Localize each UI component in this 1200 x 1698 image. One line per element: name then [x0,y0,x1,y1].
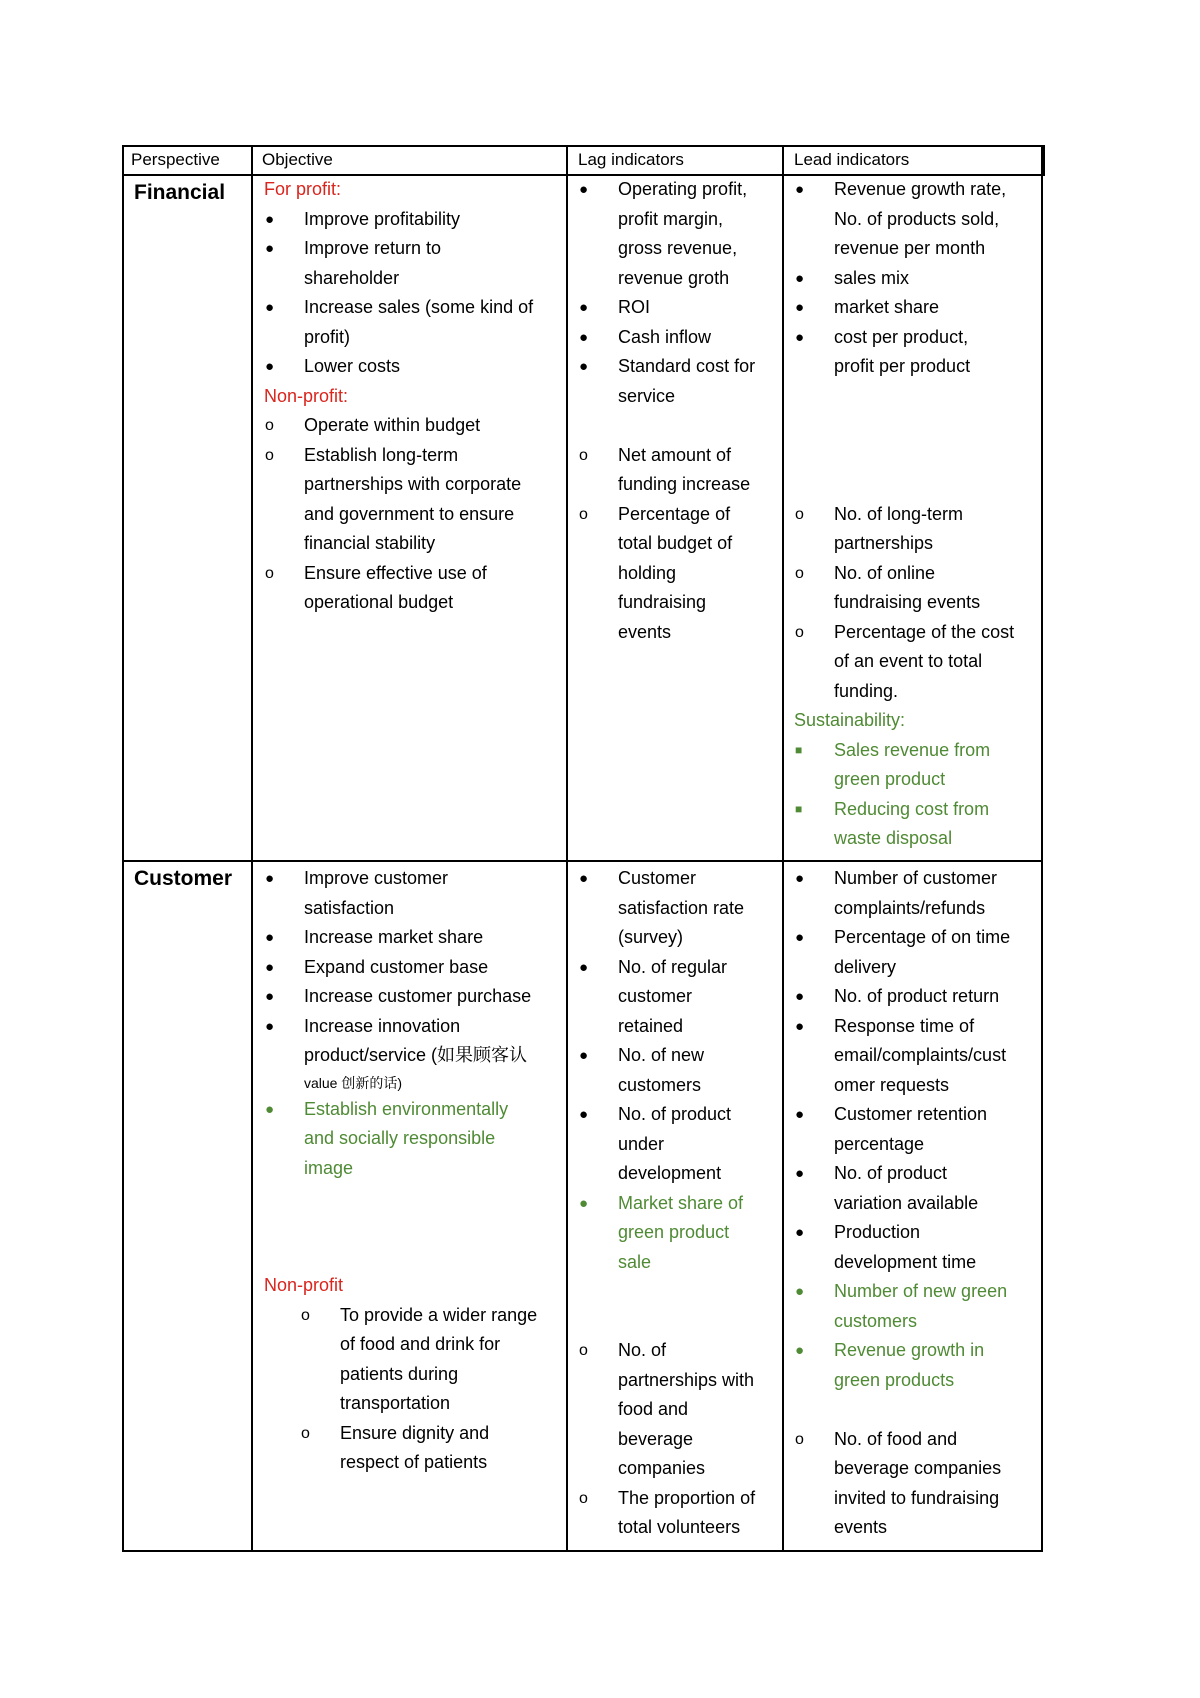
list-item-line: of food and drink for [340,1334,501,1354]
list-item [794,1012,1039,1101]
sustainability-list [794,736,1039,854]
profit-objective-list [264,205,559,382]
bullet-marker: ● [265,358,275,375]
list-item-line: Improve return to [304,238,442,258]
list-item-line: companies [618,1458,706,1478]
green-objective [264,1095,559,1184]
col-line-1 [251,145,253,1552]
table-border-top [122,145,1044,147]
circle-marker: o [265,417,274,434]
list-item-line: Improve profitability [304,208,461,229]
financial-lead-cell [794,175,1039,854]
list-item-line: market share [834,297,940,317]
list-item-line: green product [618,1222,730,1242]
list-item-line: No. of [618,1340,667,1360]
list-item [578,1336,778,1484]
list-item [300,1419,559,1478]
bullet-marker: ● [579,958,589,976]
list-item-line: Operate within budget [304,415,481,435]
circle-marker: o [795,1430,804,1448]
list-item-line: of an event to total [834,651,983,671]
list-item-line: Market share of [618,1192,744,1213]
list-item-line: Customer retention [834,1104,988,1124]
list-item-line: holding [618,562,677,583]
list-item [264,234,559,293]
list-item-line: image [304,1157,354,1178]
bullet-marker: ● [795,328,805,346]
circle-marker: o [579,446,588,464]
perspective-customer: Customer [134,867,233,890]
list-item-line: complaints/refunds [834,897,986,918]
list-item [794,1218,1039,1277]
list-item-line: revenue per month [834,238,986,258]
circle-marker: o [265,564,274,582]
list-item-line: Ensure effective use of [304,562,487,583]
sustainability-heading: Sustainability: [794,710,906,730]
list-item-line: partnerships [834,533,934,553]
list-item-line: satisfaction [304,897,395,918]
list-item [264,352,559,382]
nonprofit-objective-list [264,411,559,618]
list-item-line: Percentage of [618,503,731,524]
customer-lag-circles [578,1336,778,1543]
list-item-line: beverage companies [834,1458,1002,1478]
list-item-line: beverage [618,1428,694,1449]
bullet-marker: ● [579,1047,589,1064]
header-objective: Objective [262,150,333,169]
bullet-marker: ● [795,1106,805,1123]
circle-marker: o [795,564,804,582]
list-item-line: invited to fundraising [834,1487,1000,1508]
list-item-line: sales mix [834,267,910,288]
list-item-line: operational budget [304,592,454,612]
list-item-line: Revenue growth in [834,1340,985,1360]
circle-marker: o [795,623,804,641]
list-item [794,500,1039,559]
list-item-line: Reducing cost from [834,798,990,819]
circle-marker: o [579,505,588,523]
list-item-line: Revenue growth rate, [834,179,1007,199]
list-item-line: Response time of [834,1015,975,1036]
customer-objective-cell [264,864,559,1478]
list-item-line: waste disposal [834,828,953,848]
list-item-line: Increase innovation [304,1015,461,1036]
list-item-line: email/complaints/cust [834,1045,1007,1065]
list-item-line: Lower costs [304,356,401,376]
list-item-line: funding increase [618,474,751,494]
circle-marker: o [579,1342,588,1359]
list-item-line: service [618,385,676,406]
bullet-marker: ● [265,929,275,946]
col-line-left [122,145,124,1552]
list-item-line: Net amount of [618,444,732,465]
list-item [578,352,778,411]
list-item-line: Increase sales (some kind of [304,297,534,317]
list-item [578,293,778,323]
bullet-marker: ● [579,181,589,198]
list-item-line: product/service (如果顾客认 [304,1045,528,1065]
list-item [264,982,559,1012]
list-item-line: Percentage of the cost [834,621,1015,642]
bullet-marker: ● [265,299,275,316]
list-item [264,293,559,352]
list-item-line: profit margin, [618,208,724,229]
list-item [264,923,559,953]
list-item [578,441,778,500]
bullet-marker: ● [579,328,589,346]
list-item-line: and socially responsible [304,1128,496,1148]
circle-marker: o [301,1424,310,1442]
bullet-marker: ● [795,181,805,198]
list-item [264,864,559,923]
list-item [264,1095,559,1184]
list-item [578,323,778,353]
circle-marker: o [795,505,804,523]
list-item-line: and government to ensure [304,503,515,524]
header-right-edge [1042,145,1045,176]
list-item-line: delivery [834,956,897,977]
customer-lag-cell [578,864,778,1543]
bullet-marker: ● [579,299,589,316]
lead-bullet-list [794,175,1039,382]
list-item [578,864,778,953]
list-item-line: customers [834,1310,918,1331]
header-lag: Lag indicators [578,150,684,169]
list-item [794,864,1039,923]
list-item [578,953,778,1042]
list-item [578,500,778,648]
col-line-right [1041,145,1043,1552]
list-item [578,1041,778,1100]
bullet-marker: ● [265,958,275,976]
list-item-line: Percentage of on time [834,927,1011,947]
lead-circle-list [794,500,1039,707]
list-item-line: development time [834,1251,977,1272]
list-item [794,1100,1039,1159]
bullet-marker: ● [579,1106,589,1123]
col-line-3 [782,145,784,1552]
list-item-line: No. of long-term [834,503,964,524]
list-item-line: profit per product [834,356,971,376]
list-item [794,982,1039,1012]
header-lead: Lead indicators [794,150,910,169]
list-item [794,323,1039,382]
header-perspective: Perspective [131,150,220,169]
list-item-line: gross revenue, [618,238,738,258]
list-item [264,205,559,235]
bullet-marker: ● [265,870,275,887]
list-item-line: No. of product [834,1163,948,1183]
list-item-line: Increase customer purchase [304,986,532,1006]
list-item-line: transportation [340,1393,451,1413]
list-item-line: Ensure dignity and [340,1422,490,1443]
list-item [300,1301,559,1419]
list-item-line: green products [834,1369,955,1390]
bullet-marker: ● [265,1100,275,1118]
list-item-line: No. of online [834,562,936,583]
list-item-line: No. of food and [834,1428,958,1449]
bullet-marker: ● [795,1017,805,1035]
list-item-line: green product [834,769,946,789]
list-item [264,559,559,618]
list-item-line: customers [618,1074,702,1095]
list-item [264,441,559,559]
circle-marker: o [265,446,274,464]
non-profit-heading: Non-profit: [264,385,349,406]
row-divider [122,860,1042,862]
list-item-line: customer [618,986,693,1006]
list-item-line: Increase market share [304,927,484,947]
list-item-line: The proportion of [618,1487,756,1508]
customer-lead-cell [794,864,1039,1543]
list-item-line: Expand customer base [304,956,489,977]
list-item-line: Standard cost for [618,356,756,376]
list-item-line: under [618,1133,665,1154]
for-profit-heading: For profit: [264,179,342,199]
list-item-line: Establish environmentally [304,1098,509,1119]
customer-lead-circles [794,1425,1039,1543]
bullet-marker: ● [265,988,275,1005]
list-item-line: No. of product [618,1104,732,1124]
list-item-line: Number of new green [834,1281,1008,1301]
list-item-line: development [618,1163,722,1183]
list-item [794,559,1039,618]
list-item-line: No. of product return [834,986,1000,1006]
customer-lag-list [578,864,778,1189]
list-item-line: Establish long-term [304,444,459,465]
list-item-line: respect of patients [340,1452,488,1472]
list-item [794,923,1039,982]
bullet-marker: ● [265,1017,275,1035]
list-item-line: No. of products sold, [834,208,1000,229]
financial-lag-cell [578,175,778,647]
list-item-line: Sales revenue from [834,739,991,760]
list-item-line: No. of new [618,1045,705,1065]
list-item-line: shareholder [304,267,400,288]
table-border-bottom [122,1550,1042,1552]
list-item [578,175,778,293]
list-item-line: Production [834,1222,921,1242]
bullet-marker: ● [795,1165,805,1182]
list-item [794,1425,1039,1543]
list-item-line: variation available [834,1192,979,1213]
list-item-line: partnerships with [618,1369,755,1390]
list-item-line: omer requests [834,1074,950,1095]
list-item-line: Number of customer [834,868,998,888]
list-item [794,1159,1039,1218]
list-item-line: Improve customer [304,868,449,888]
list-item-line: revenue groth [618,267,730,288]
square-marker: ■ [795,742,803,757]
list-item-line: Customer [618,868,697,888]
list-item [794,293,1039,323]
list-item-line: patients during [340,1363,459,1384]
list-item-line: total budget of [618,533,733,553]
list-item-line: No. of regular [618,956,728,977]
bullet-marker: ● [795,1342,805,1359]
list-item-line: cost per product, [834,326,969,347]
list-item-line: To provide a wider range [340,1304,538,1325]
list-item [264,411,559,441]
list-item-line: profit) [304,326,351,347]
list-item-line: retained [618,1015,684,1036]
list-item [578,1100,778,1189]
list-item-line: satisfaction rate [618,897,745,918]
list-item-line: events [834,1517,888,1537]
lag-bullet-list [578,175,778,411]
list-item [578,1189,778,1278]
customer-lead-green [794,1277,1039,1395]
customer-nonprofit-list [264,1301,559,1478]
list-item [578,1484,778,1543]
square-marker: ■ [795,801,803,816]
bullet-marker: ● [795,929,805,946]
list-item-line: financial stability [304,533,436,553]
list-item-line: (survey) [618,927,684,947]
bullet-marker: ● [795,299,805,316]
list-item-line: ROI [618,297,651,317]
list-item [264,953,559,983]
customer-objective-list [264,864,559,1071]
bullet-marker: ● [265,210,275,228]
col-line-2 [566,145,568,1552]
bullet-marker: ● [795,1283,805,1300]
list-item [794,1277,1039,1336]
list-item-line: total volunteers [618,1517,741,1537]
bullet-marker: ● [795,870,805,887]
bullet-marker: ● [579,870,589,887]
bullet-marker: ● [795,269,805,287]
bullet-marker: ● [265,240,275,257]
list-item-line: fundraising [618,592,707,612]
list-item [794,795,1039,854]
list-item [794,1336,1039,1395]
list-item [794,264,1039,294]
list-item-line: partnerships with corporate [304,474,522,494]
list-item [794,175,1039,264]
list-item-line: Operating profit, [618,179,748,199]
innovation-note: value 创新的话) [304,1074,403,1091]
list-item-line: Cash inflow [618,326,712,347]
circle-marker: o [301,1306,310,1324]
list-item [264,1012,559,1071]
bullet-marker: ● [795,988,805,1005]
circle-marker: o [579,1489,588,1507]
list-item-line: percentage [834,1133,925,1154]
customer-lag-green [578,1189,778,1278]
perspective-financial: Financial [134,181,226,204]
list-item-line: food and [618,1399,689,1419]
financial-objective-cell [264,175,559,618]
list-item [794,736,1039,795]
customer-non-profit-heading: Non-profit [264,1275,344,1295]
list-item-line: sale [618,1251,652,1272]
bullet-marker: ● [579,358,589,375]
list-item-line: events [618,621,672,642]
bullet-marker: ● [795,1224,805,1241]
list-item-line: funding. [834,680,899,701]
list-item [794,618,1039,707]
lag-circle-list [578,441,778,648]
customer-lead-list [794,864,1039,1277]
list-item-line: fundraising events [834,592,981,612]
bullet-marker: ● [579,1194,589,1212]
